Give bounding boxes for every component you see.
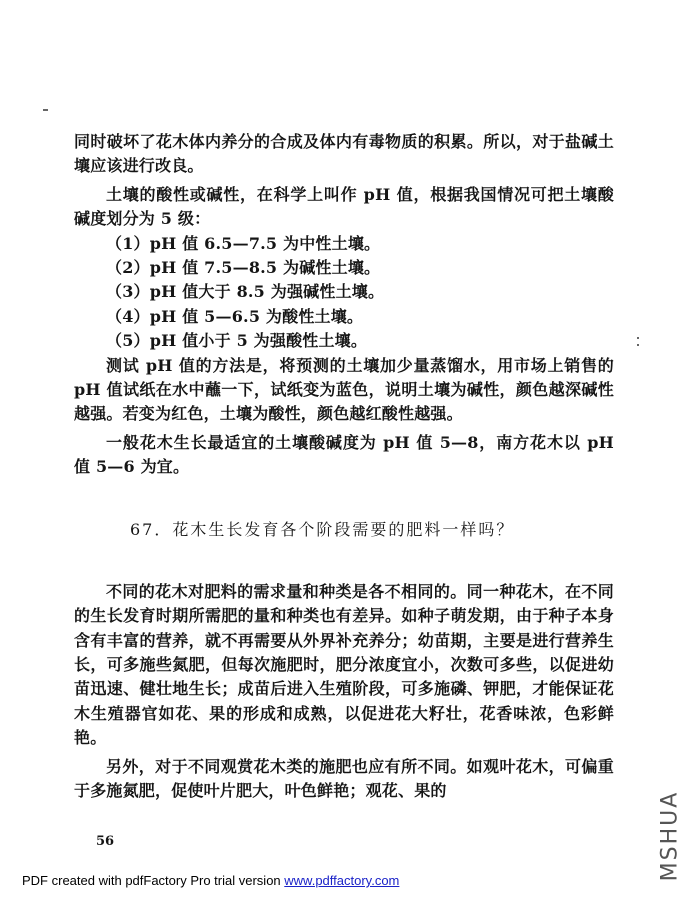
paragraph-test-method: 测试 pH 值的方法是，将预测的土壤加少量蒸馏水，用市场上销售的 pH 值试纸在水中蘸一下，试纸变为蓝色，说明土壤为碱性，颜色越深碱性越强。若变为红色，土壤为酸性，颜色越红酸性越强。 [74,355,614,424]
scan-speck [637,337,639,339]
list-item: （2）pH 值 7.5—8.5 为碱性土壤。 [106,258,381,278]
list-item: （5）pH 值小于 5 为强酸性土壤。 [106,331,368,351]
watermark [652,782,688,890]
paragraph-ph-intro: 土壤的酸性或碱性，在科学上叫作 pH 值，根据我国情况可把土壤酸碱度划分为 5 级： [74,184,614,229]
pdffactory-link[interactable]: www.pdffactory.com [284,873,400,888]
paragraph-fertilizer-types: 另外，对于不同观赏花木类的施肥也应有所不同。如观叶花木，可偏重于多施氮肥，促使叶片肥大，叶色鲜艳；观花、果的 [74,756,614,800]
list-item: （3）pH 值大于 8.5 为强碱性土壤。 [106,282,385,302]
page-body [74,130,614,803]
list-item: （1）pH 值 6.5—7.5 为中性土壤。 [106,233,381,253]
page-number: 56 [96,834,115,849]
section-heading: 67．花木生长发育各个阶段需要的肥料一样吗？ [130,519,515,539]
list-item: （4）pH 值 5—6.5 为酸性土壤。 [106,306,364,326]
paragraph-continuation: 同时破坏了花木体内养分的合成及体内有毒物质的积累。所以，对于盐碱土壤应该进行改良。 [74,132,614,176]
scan-speck [637,344,639,346]
scan-speck [43,109,48,111]
pdf-footer [22,873,399,888]
paragraph-suitable-range: 一般花木生长最适宜的土壤酸碱度为 pH 值 5—8，南方花木以 pH 值 5—6 为宜。 [74,432,614,477]
paragraph-fertilizer-stages: 不同的花木对肥料的需求量和种类是各不相同的。同一种花木，在不同的生长发育时期所需肥的量和种类也有差异。如种子萌发期，由于种子本身含有丰富的营养，就不再需要从外界补充养分；幼苗期，主要是进行营养生长，可多施些氮肥，但每次施肥时，肥分浓度宜小，次数可多些，以促进幼苗迅速、健壮地生长；成苗后进入生殖阶段，可多施磷、钾肥，才能保证花木生殖器官如花、果的形成和成熟，以促进花大籽壮，花香味浓，色彩鲜艳。 [74,581,614,748]
watermark-text: MSHUA [657,790,683,882]
footer-text: PDF created with pdfFactory Pro trial version [22,873,285,888]
